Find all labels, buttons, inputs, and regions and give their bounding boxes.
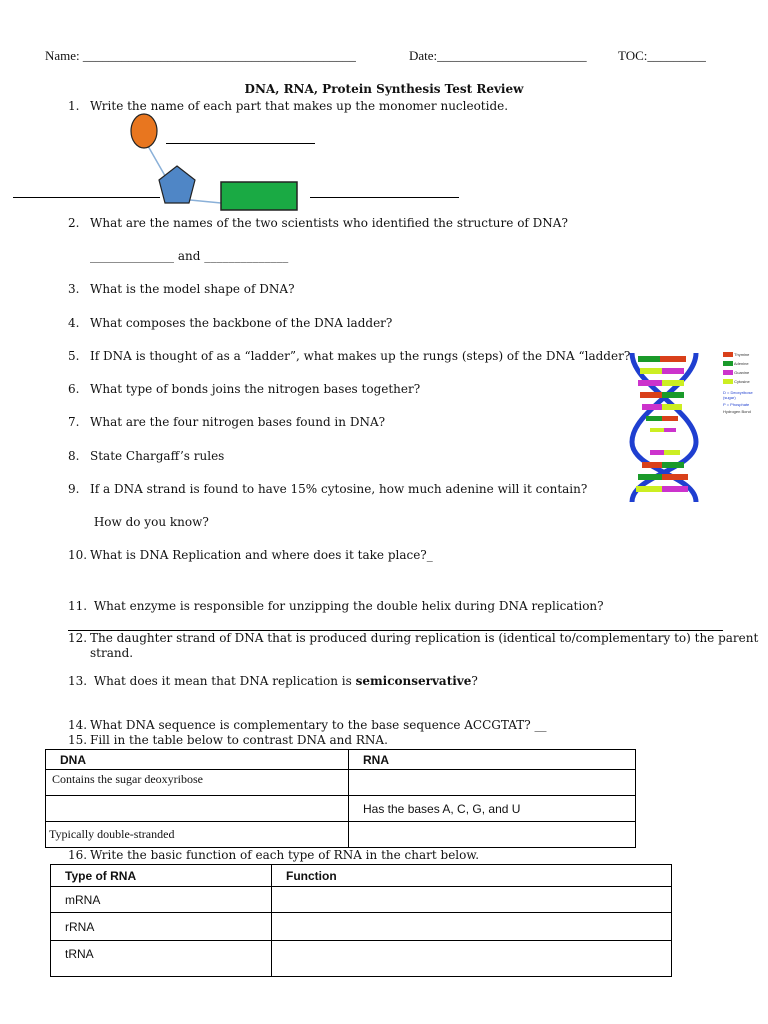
dna-helix-illustration	[624, 350, 704, 505]
table-cell: mRNA	[51, 887, 272, 913]
question-7: 7. What are the four nitrogen bases found in DNA?	[68, 415, 386, 429]
question-12: 12. The daughter strand of DNA that is produced during replication is (identical to/complementary to) the parent	[68, 631, 759, 645]
table-header-rna: RNA	[349, 750, 636, 770]
question-1: 1. Write the name of each part that makes up the monomer nucleotide.	[68, 99, 509, 113]
table-row	[51, 887, 672, 913]
question-12-cont: strand.	[90, 646, 134, 660]
table-cell-input[interactable]	[46, 796, 349, 822]
answer-line-phosphate[interactable]	[166, 143, 315, 144]
table-row	[46, 822, 636, 848]
table-cell-input[interactable]	[349, 770, 636, 796]
table-row	[51, 941, 672, 977]
page-title: DNA, RNA, Protein Synthesis Test Review	[244, 82, 524, 96]
q13-bold-term: semiconservative	[355, 674, 472, 688]
table-header-function: Function	[272, 865, 672, 887]
legend-swatch-adenine	[723, 361, 733, 366]
question-9: 9. If a DNA strand is found to have 15% cytosine, how much adenine will it contain?	[68, 482, 588, 496]
question-3: 3. What is the model shape of DNA?	[68, 282, 295, 296]
table-header-row	[46, 750, 636, 770]
answer-line-sugar[interactable]	[13, 197, 160, 198]
question-2: 2. What are the names of the two scientists who identified the structure of DNA?	[68, 216, 568, 230]
date-field[interactable]: Date:_______________________	[409, 48, 587, 63]
bond-line	[190, 200, 221, 203]
question-5: 5. If DNA is thought of as a “ladder”, what makes up the rungs (steps) of the DNA “ladder?	[68, 349, 631, 363]
question-2-answer[interactable]: ______________ and ______________	[90, 249, 289, 263]
phosphate-shape	[131, 114, 157, 148]
table-cell: Typically double-stranded	[46, 822, 349, 848]
rna-function-table	[50, 864, 672, 977]
answer-line-base[interactable]	[310, 197, 459, 198]
table-cell-input[interactable]	[272, 913, 672, 941]
toc-field[interactable]: TOC:_________	[618, 48, 706, 63]
legend-note-phosphate: P = Phosphate	[723, 402, 750, 407]
nucleotide-diagram	[0, 110, 480, 220]
table-header-row	[51, 865, 672, 887]
legend-swatch-guanine	[723, 370, 733, 375]
question-14: 14. What DNA sequence is complementary to the base sequence ACCGTAT? __	[68, 718, 547, 732]
table-header-type: Type of RNA	[51, 865, 272, 887]
table-cell: Contains the sugar deoxyribose	[46, 770, 349, 796]
legend-note-hbond: Hydrogen Bond	[723, 409, 751, 414]
legend-item: Guanine	[723, 370, 765, 379]
question-9-followup: How do you know?	[90, 515, 209, 529]
question-6: 6. What type of bonds joins the nitrogen bases together?	[68, 382, 421, 396]
legend-item: Cytosine	[723, 379, 765, 388]
table-row	[51, 913, 672, 941]
name-field[interactable]: Name: __________________________________________	[45, 48, 356, 63]
base-shape	[221, 182, 297, 210]
table-header-dna: DNA	[46, 750, 349, 770]
dna-rna-table	[45, 749, 636, 848]
table-cell-input[interactable]	[272, 941, 672, 977]
legend-item: Thymine	[723, 352, 765, 361]
table-cell: rRNA	[51, 913, 272, 941]
table-row	[46, 770, 636, 796]
table-row	[46, 796, 636, 822]
legend-swatch-thymine	[723, 352, 733, 357]
question-13: 13. What does it mean that DNA replication is semiconservative?	[68, 674, 478, 688]
question-11: 11. What enzyme is responsible for unzipping the double helix during DNA replication?	[68, 599, 604, 613]
table-cell-input[interactable]	[349, 822, 636, 848]
helix-legend	[723, 352, 765, 414]
sugar-shape	[159, 166, 195, 203]
legend-note-sugar: D = Deoxyribose (sugar)	[723, 390, 753, 400]
question-8: 8. State Chargaff’s rules	[68, 449, 225, 463]
table-cell: Has the bases A, C, G, and U	[349, 796, 636, 822]
table-cell: tRNA	[51, 941, 272, 977]
question-10: 10. What is DNA Replication and where does it take place?_	[68, 548, 433, 562]
table-cell-input[interactable]	[272, 887, 672, 913]
legend-swatch-cytosine	[723, 379, 733, 384]
legend-item: Adenine	[723, 361, 765, 370]
question-15: 15. Fill in the table below to contrast DNA and RNA.	[68, 733, 388, 747]
question-4: 4. What composes the backbone of the DNA ladder?	[68, 316, 393, 330]
question-16: 16. Write the basic function of each type of RNA in the chart below.	[68, 848, 480, 862]
